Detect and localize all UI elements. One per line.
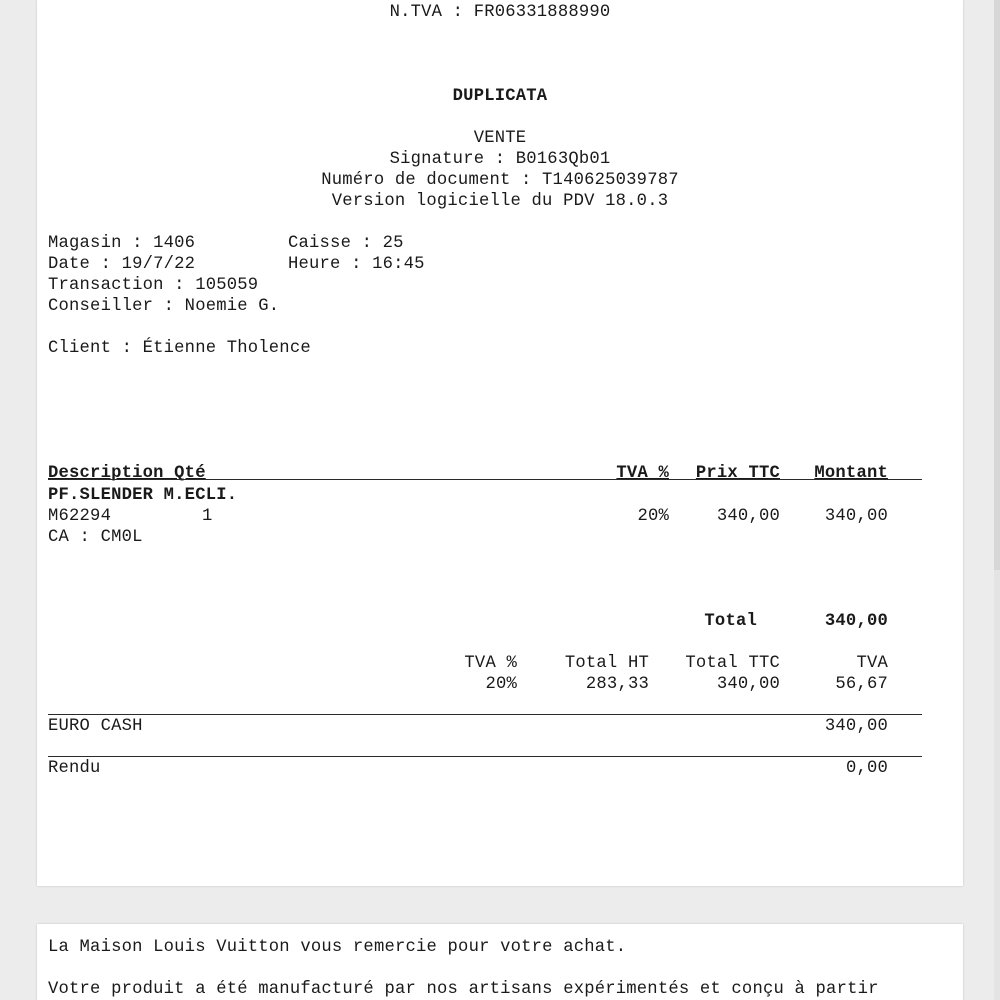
receipt-page-footer [37,924,963,1000]
product-note: Votre produit a été manufacturé par nos artisans expérimentés et conçu à partir [48,980,879,999]
item-price: 340,00 [716,507,780,526]
receipt-page [37,0,963,886]
software-version: Version logicielle du PDV 18.0.3 [331,192,669,211]
client-name: Client : Étienne Tholence [48,339,311,358]
scrollbar-track[interactable] [994,0,1000,1000]
column-header-vat-percent: TVA % [616,464,669,483]
total-value: 340,00 [824,612,888,631]
total-label: Total [704,612,757,631]
column-header-amount: Montant [814,464,888,483]
change-value: 0,00 [845,759,888,778]
item-name: PF.SLENDER M.ECLI. [48,486,238,505]
column-header-description: Description Qté [48,464,206,483]
change-divider [48,756,922,757]
payment-method-value: 340,00 [824,717,888,736]
item-extra-code: CA : CM0L [48,528,143,547]
register-number: Caisse : 25 [288,234,404,253]
document-number: Numéro de document : T140625039787 [321,171,679,190]
vat-summary-percent: 20% [485,675,517,694]
receipt-time: Heure : 16:45 [288,255,425,274]
item-vat-percent: 20% [637,507,669,526]
transaction-number: Transaction : 105059 [48,276,259,295]
vat-summary-header-total-ttc: Total TTC [685,654,780,673]
item-reference: M62294 [48,507,112,526]
item-amount: 340,00 [824,507,888,526]
receipt-date: Date : 19/7/22 [48,255,196,274]
store-number: Magasin : 1406 [48,234,196,253]
advisor-name: Conseiller : Noemie G. [48,297,280,316]
vat-summary-header-percent: TVA % [464,654,517,673]
table-header-divider [48,479,922,480]
vat-summary-header-total-ht: Total HT [564,654,649,673]
sale-label: VENTE [473,129,527,148]
vat-summary-header-vat: TVA [856,654,888,673]
column-header-price: Prix TTC [695,464,780,483]
thanks-message: La Maison Louis Vuitton vous remercie pour votre achat. [48,938,627,957]
vat-summary-total-ht: 283,33 [585,675,649,694]
duplicate-label: DUPLICATA [452,87,548,106]
scrollbar-thumb[interactable] [994,0,1000,570]
payment-divider [48,714,922,715]
change-label: Rendu [48,759,101,778]
payment-method-label: EURO CASH [48,717,143,736]
vat-summary-vat: 56,67 [835,675,888,694]
vat-summary-total-ttc: 340,00 [716,675,780,694]
vat-number: N.TVA : FR06331888990 [389,3,611,22]
item-quantity: 1 [202,507,213,526]
signature: Signature : B0163Qb01 [389,150,611,169]
